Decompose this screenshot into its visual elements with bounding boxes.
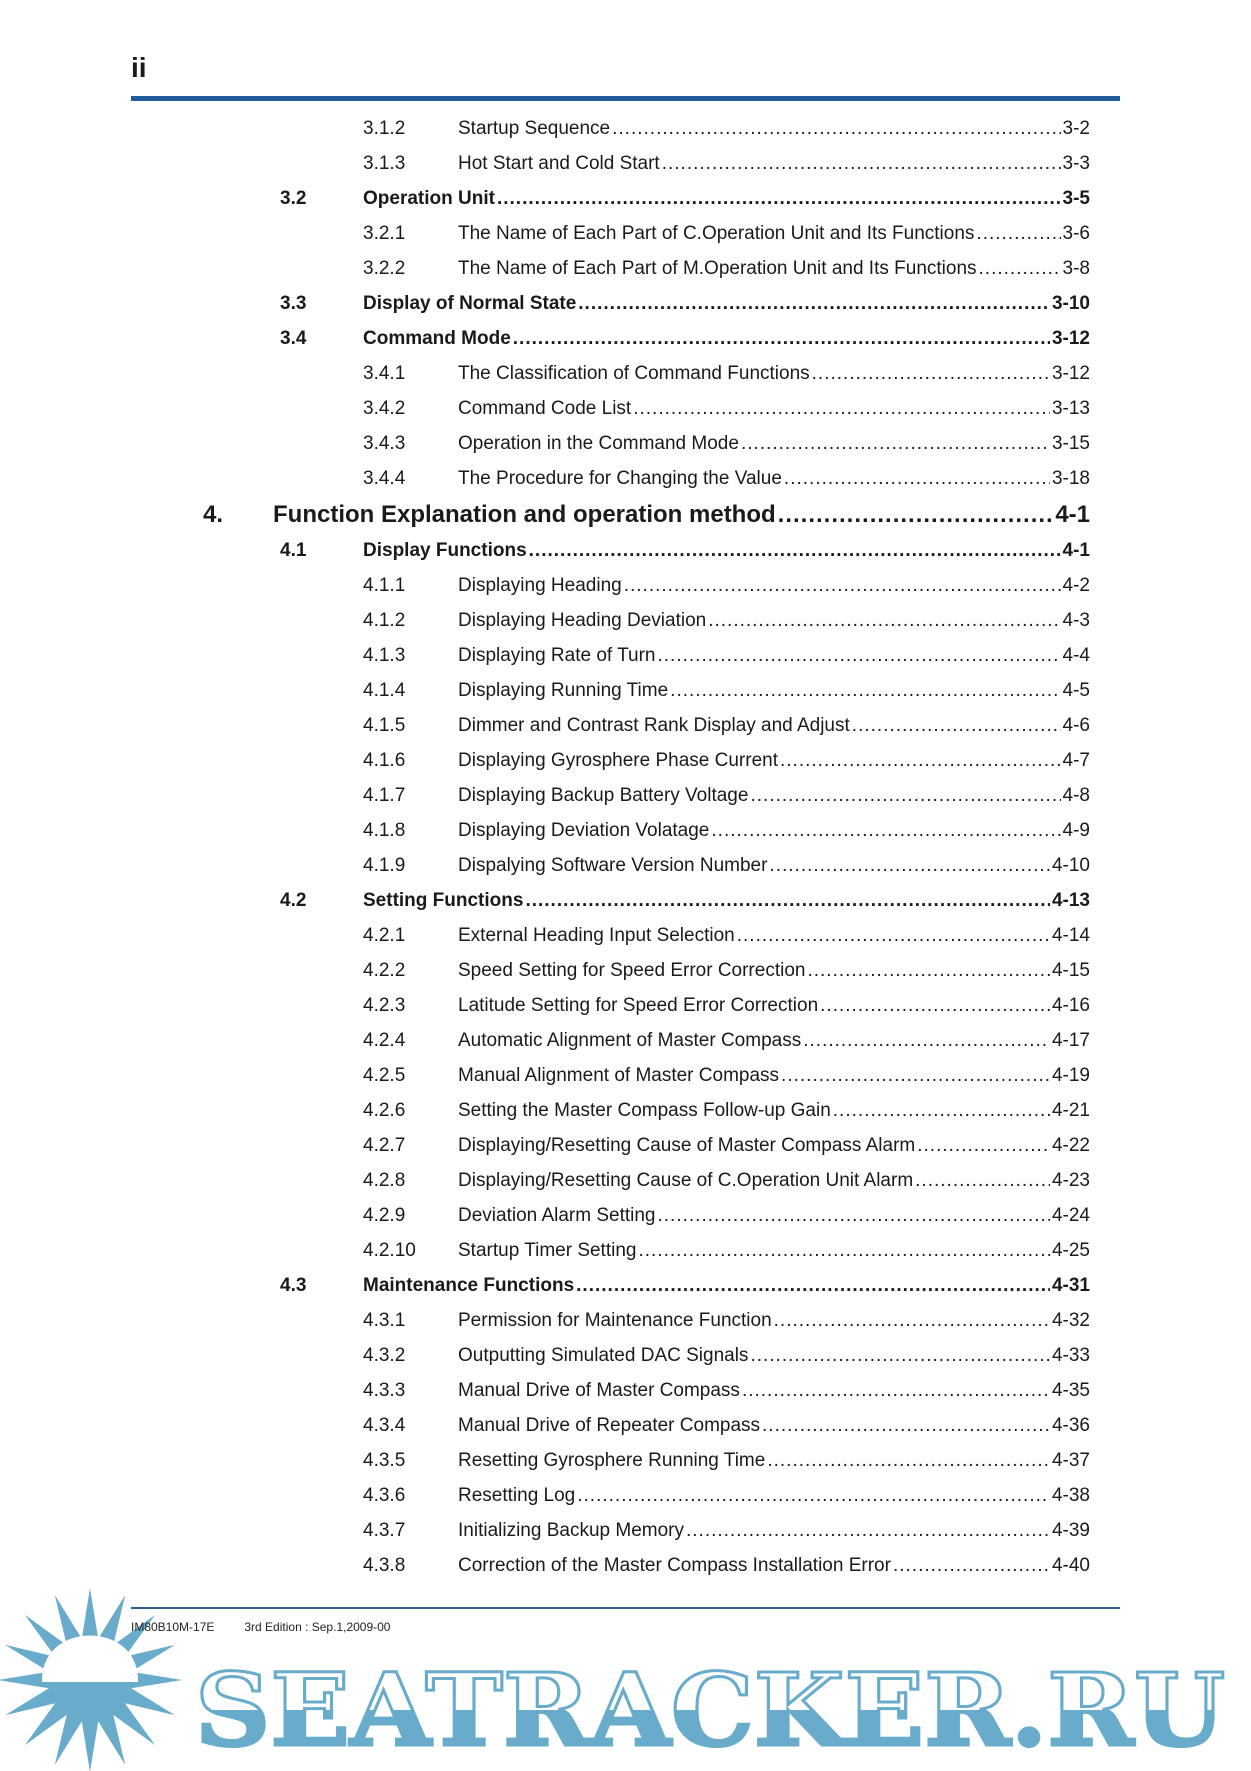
entry-title: Command Code List: [458, 398, 632, 419]
dot-leader: [778, 501, 1054, 529]
entry-page: 3-12: [1051, 363, 1090, 384]
table-of-contents: [0, 112, 1251, 1584]
toc-entry[interactable]: [0, 1409, 1251, 1444]
entry-title: Display of Normal State: [363, 293, 577, 314]
dot-leader: [769, 855, 1050, 877]
entry-number: 3.4: [280, 328, 307, 349]
entry-title: Startup Timer Setting: [458, 1240, 637, 1261]
entry-number: 4.3.8: [363, 1555, 406, 1576]
toc-entry[interactable]: [0, 252, 1251, 287]
entry-number: 4.3.1: [363, 1310, 406, 1331]
toc-entry[interactable]: [0, 217, 1251, 252]
dot-leader: [893, 1555, 1050, 1577]
dot-leader: [624, 575, 1061, 597]
entry-title: The Classification of Command Functions: [458, 363, 810, 384]
entry-number: 4.1.9: [363, 855, 406, 876]
dot-leader: [915, 1170, 1050, 1192]
dot-leader: [742, 1380, 1050, 1402]
entry-number: 3.2.1: [363, 223, 406, 244]
dot-leader: [612, 118, 1060, 140]
entry-title: The Name of Each Part of C.Operation Unit and Its Functions: [458, 223, 975, 244]
entry-page: 4-39: [1051, 1520, 1090, 1541]
entry-number: 4.3.5: [363, 1450, 406, 1471]
dot-leader: [812, 363, 1050, 385]
entry-number: 4.3.2: [363, 1345, 406, 1366]
entry-number: 4.2.7: [363, 1135, 406, 1156]
entry-title: Display Functions: [363, 540, 527, 561]
toc-entry[interactable]: [0, 674, 1251, 709]
entry-page: 4-1: [1055, 501, 1090, 528]
entry-number: 4.1: [280, 540, 307, 561]
entry-title: Setting the Master Compass Follow-up Gain: [458, 1100, 831, 1121]
toc-entry[interactable]: [0, 604, 1251, 639]
dot-leader: [658, 645, 1061, 667]
entry-number: 4.1.5: [363, 715, 406, 736]
entry-title: Operation Unit: [363, 188, 495, 209]
entry-number: 4.2.6: [363, 1100, 406, 1121]
entry-page: 3-15: [1051, 433, 1090, 454]
footer: [131, 1620, 420, 1634]
entry-title: Resetting Gyrosphere Running Time: [458, 1450, 766, 1471]
dot-leader: [638, 1240, 1050, 1262]
entry-page: 3-8: [1062, 258, 1090, 279]
entry-number: 4.1.3: [363, 645, 406, 666]
entry-page: 4-6: [1062, 715, 1090, 736]
entry-number: 4.1.2: [363, 610, 406, 631]
toc-entry[interactable]: [0, 919, 1251, 954]
entry-title: Displaying Deviation Volatage: [458, 820, 710, 841]
toc-entry[interactable]: [0, 1234, 1251, 1269]
toc-entry[interactable]: [0, 287, 1251, 322]
toc-entry[interactable]: [0, 427, 1251, 462]
entry-title: Dispalying Software Version Number: [458, 855, 768, 876]
dot-leader: [529, 540, 1061, 562]
dot-leader: [784, 468, 1050, 490]
toc-entry[interactable]: [0, 182, 1251, 217]
dot-leader: [774, 1310, 1050, 1332]
dot-leader: [820, 995, 1050, 1017]
entry-page: 4-13: [1051, 890, 1090, 911]
dot-leader: [976, 223, 1060, 245]
entry-number: 3.2: [280, 188, 307, 209]
entry-page: 4-1: [1062, 540, 1090, 561]
entry-title: Displaying Running Time: [458, 680, 669, 701]
entry-number: 3.3: [280, 293, 307, 314]
entry-title: Manual Drive of Repeater Compass: [458, 1415, 761, 1436]
entry-number: 4.3.4: [363, 1415, 406, 1436]
dot-leader: [833, 1100, 1050, 1122]
entry-page: 4-32: [1051, 1310, 1090, 1331]
entry-number: 4.2.2: [363, 960, 406, 981]
entry-title: Displaying/Resetting Cause of Master Compass Alarm: [458, 1135, 916, 1156]
dot-leader: [578, 293, 1050, 315]
toc-entry[interactable]: [0, 1444, 1251, 1479]
entry-number: 4.2.3: [363, 995, 406, 1016]
toc-entry[interactable]: [0, 462, 1251, 497]
toc-entry[interactable]: [0, 497, 1251, 534]
dot-leader: [633, 398, 1050, 420]
entry-title: Outputting Simulated DAC Signals: [458, 1345, 749, 1366]
dot-leader: [577, 1485, 1050, 1507]
toc-entry[interactable]: [0, 954, 1251, 989]
entry-title: Dimmer and Contrast Rank Display and Adjust: [458, 715, 850, 736]
toc-entry[interactable]: [0, 1514, 1251, 1549]
dot-leader: [662, 153, 1061, 175]
entry-page: 4-40: [1051, 1555, 1090, 1576]
entry-page: 4-15: [1051, 960, 1090, 981]
entry-title: Startup Sequence: [458, 118, 611, 139]
entry-title: Speed Setting for Speed Error Correction: [458, 960, 806, 981]
toc-entry[interactable]: [0, 1374, 1251, 1409]
entry-title: Hot Start and Cold Start: [458, 153, 660, 174]
entry-number: 4.: [203, 501, 224, 528]
entry-title: Automatic Alignment of Master Compass: [458, 1030, 802, 1051]
entry-page: 4-3: [1062, 610, 1090, 631]
toc-entry[interactable]: [0, 1199, 1251, 1234]
entry-page: 4-9: [1062, 820, 1090, 841]
entry-title: Function Explanation and operation method: [273, 501, 776, 528]
entry-page: 4-19: [1051, 1065, 1090, 1086]
dot-leader: [737, 925, 1050, 947]
document-id: IM80B10M-17E: [131, 1620, 215, 1634]
entry-number: 4.3.3: [363, 1380, 406, 1401]
entry-title: Manual Drive of Master Compass: [458, 1380, 740, 1401]
toc-entry[interactable]: [0, 1024, 1251, 1059]
entry-title: External Heading Input Selection: [458, 925, 735, 946]
entry-page: 4-38: [1051, 1485, 1090, 1506]
watermark-logo: [0, 1580, 1251, 1771]
entry-number: 4.1.1: [363, 575, 406, 596]
toc-entry[interactable]: [0, 534, 1251, 569]
toc-entry[interactable]: [0, 1479, 1251, 1514]
entry-number: 4.1.8: [363, 820, 406, 841]
dot-leader: [711, 820, 1060, 842]
entry-page: 3-2: [1062, 118, 1090, 139]
dot-leader: [497, 188, 1061, 210]
entry-page: 4-25: [1051, 1240, 1090, 1261]
entry-title: Displaying Backup Battery Voltage: [458, 785, 749, 806]
entry-title: Latitude Setting for Speed Error Correction: [458, 995, 819, 1016]
toc-entry[interactable]: [0, 744, 1251, 779]
dot-leader: [762, 1415, 1050, 1437]
entry-title: Manual Alignment of Master Compass: [458, 1065, 780, 1086]
entry-number: 3.4.2: [363, 398, 406, 419]
entry-title: Displaying Gyrosphere Phase Current: [458, 750, 778, 771]
entry-page: 4-17: [1051, 1030, 1090, 1051]
toc-entry[interactable]: [0, 112, 1251, 147]
toc-entry[interactable]: [0, 1094, 1251, 1129]
entry-page: 4-5: [1062, 680, 1090, 701]
toc-entry[interactable]: [0, 1129, 1251, 1164]
entry-page: 4-24: [1051, 1205, 1090, 1226]
dot-leader: [670, 680, 1060, 702]
entry-page: 4-21: [1051, 1100, 1090, 1121]
dot-leader: [781, 1065, 1050, 1087]
entry-page: 4-33: [1051, 1345, 1090, 1366]
entry-title: Correction of the Master Compass Installation Error: [458, 1555, 891, 1576]
entry-title: Initializing Backup Memory: [458, 1520, 684, 1541]
dot-leader: [750, 1345, 1050, 1367]
toc-entry[interactable]: [0, 1304, 1251, 1339]
entry-page: 4-10: [1051, 855, 1090, 876]
entry-page: 3-12: [1051, 328, 1090, 349]
entry-number: 4.2.9: [363, 1205, 406, 1226]
dot-leader: [803, 1030, 1050, 1052]
dot-leader: [708, 610, 1060, 632]
entry-page: 3-10: [1051, 293, 1090, 314]
entry-number: 4.3.7: [363, 1520, 406, 1541]
entry-title: Maintenance Functions: [363, 1275, 575, 1296]
watermark-text: SEATRACKER.RU: [195, 1651, 1225, 1769]
dot-leader: [852, 715, 1061, 737]
toc-entry[interactable]: [0, 569, 1251, 604]
dot-leader: [513, 328, 1050, 350]
entry-number: 4.2.1: [363, 925, 406, 946]
toc-entry[interactable]: [0, 322, 1251, 357]
entry-page: 4-35: [1051, 1380, 1090, 1401]
entry-number: 4.1.4: [363, 680, 406, 701]
entry-number: 4.3.6: [363, 1485, 406, 1506]
entry-page: 4-16: [1051, 995, 1090, 1016]
entry-title: Operation in the Command Mode: [458, 433, 739, 454]
entry-page: 4-31: [1051, 1275, 1090, 1296]
dot-leader: [741, 433, 1050, 455]
entry-page: 4-36: [1051, 1415, 1090, 1436]
header-rule: [131, 96, 1120, 101]
entry-number: 4.3: [280, 1275, 307, 1296]
toc-entry[interactable]: [0, 849, 1251, 884]
entry-page: 4-22: [1051, 1135, 1090, 1156]
entry-page: 3-5: [1062, 188, 1090, 209]
entry-page: 4-7: [1062, 750, 1090, 771]
entry-title: The Procedure for Changing the Value: [458, 468, 782, 489]
entry-number: 3.4.4: [363, 468, 406, 489]
page-number: ii: [131, 52, 147, 83]
dot-leader: [525, 890, 1050, 912]
entry-number: 4.2.4: [363, 1030, 406, 1051]
entry-number: 4.2.10: [363, 1240, 416, 1261]
edition: 3rd Edition : Sep.1,2009-00: [244, 1620, 391, 1634]
entry-number: 4.1.6: [363, 750, 406, 771]
dot-leader: [780, 750, 1061, 772]
toc-entry[interactable]: [0, 814, 1251, 849]
entry-title: Deviation Alarm Setting: [458, 1205, 656, 1226]
dot-leader: [979, 258, 1061, 280]
entry-title: Displaying Heading Deviation: [458, 610, 707, 631]
sun-icon: [0, 1588, 182, 1771]
entry-page: 4-2: [1062, 575, 1090, 596]
toc-entry[interactable]: [0, 1339, 1251, 1374]
dot-leader: [576, 1275, 1050, 1297]
entry-number: 4.2.5: [363, 1065, 406, 1086]
toc-entry[interactable]: [0, 147, 1251, 182]
entry-title: Displaying/Resetting Cause of C.Operation Unit Alarm: [458, 1170, 914, 1191]
entry-number: 4.1.7: [363, 785, 406, 806]
dot-leader: [767, 1450, 1050, 1472]
entry-page: 4-14: [1051, 925, 1090, 946]
toc-entry[interactable]: [0, 1164, 1251, 1199]
entry-title: Displaying Rate of Turn: [458, 645, 656, 666]
entry-title: Setting Functions: [363, 890, 524, 911]
toc-entry[interactable]: [0, 884, 1251, 919]
entry-title: Resetting Log: [458, 1485, 576, 1506]
toc-entry[interactable]: [0, 989, 1251, 1024]
dot-leader: [686, 1520, 1050, 1542]
entry-page: 3-3: [1062, 153, 1090, 174]
entry-number: 4.2.8: [363, 1170, 406, 1191]
entry-page: 3-6: [1062, 223, 1090, 244]
entry-title: The Name of Each Part of M.Operation Unit and Its Functions: [458, 258, 977, 279]
entry-page: 4-23: [1051, 1170, 1090, 1191]
toc-entry[interactable]: [0, 1549, 1251, 1584]
entry-number: 3.1.2: [363, 118, 406, 139]
entry-title: Command Mode: [363, 328, 511, 349]
toc-entry[interactable]: [0, 709, 1251, 744]
entry-page: 3-13: [1051, 398, 1090, 419]
entry-title: Displaying Heading: [458, 575, 622, 596]
entry-page: 4-8: [1062, 785, 1090, 806]
entry-number: 3.4.3: [363, 433, 406, 454]
toc-entry[interactable]: [0, 1269, 1251, 1304]
toc-entry[interactable]: [0, 1059, 1251, 1094]
entry-page: 4-4: [1062, 645, 1090, 666]
toc-entry[interactable]: [0, 779, 1251, 814]
toc-entry[interactable]: [0, 357, 1251, 392]
entry-page: 3-18: [1051, 468, 1090, 489]
entry-title: Permission for Maintenance Function: [458, 1310, 772, 1331]
dot-leader: [807, 960, 1050, 982]
toc-entry[interactable]: [0, 392, 1251, 427]
entry-number: 3.2.2: [363, 258, 406, 279]
dot-leader: [750, 785, 1060, 807]
entry-number: 3.1.3: [363, 153, 406, 174]
entry-page: 4-37: [1051, 1450, 1090, 1471]
entry-number: 4.2: [280, 890, 307, 911]
dot-leader: [658, 1205, 1050, 1227]
dot-leader: [917, 1135, 1050, 1157]
entry-number: 3.4.1: [363, 363, 406, 384]
toc-entry[interactable]: [0, 639, 1251, 674]
